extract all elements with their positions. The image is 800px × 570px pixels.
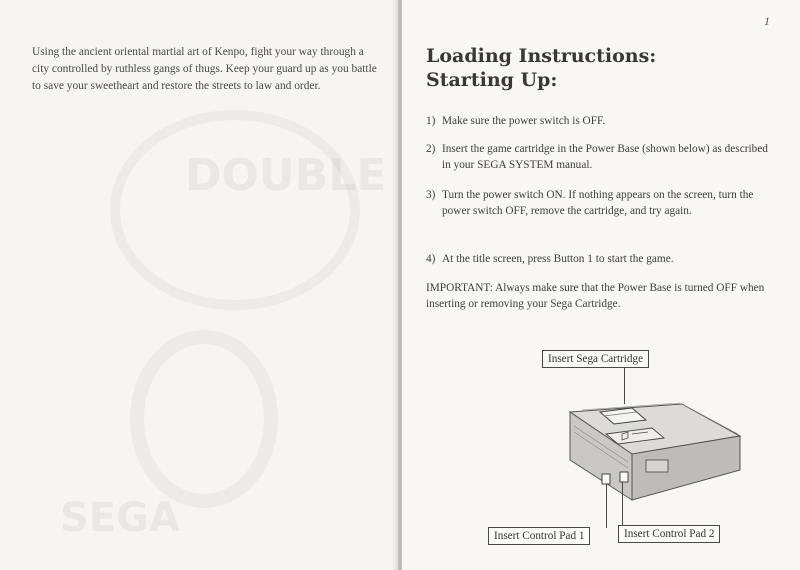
bleed-through-figure (130, 330, 278, 508)
step-number: 2) (426, 143, 436, 155)
section-heading (426, 44, 786, 92)
callout-control-pad-2: Insert Control Pad 2 (618, 525, 720, 543)
bleed-through-logo: SEGA (60, 495, 180, 541)
step-1 (426, 113, 776, 129)
callout-control-pad-1: Insert Control Pad 1 (488, 527, 590, 545)
step-number: 4) (426, 253, 436, 265)
step-text: Insert the game cartridge in the Power Base (shown below) as described in your SEGA SYSTEM manual. (442, 143, 768, 171)
heading-line-1: Loading Instructions: (426, 45, 657, 67)
important-note: IMPORTANT: Always make sure that the Power Base is turned OFF when inserting or removing your Sega Cartridge. (426, 282, 765, 310)
step-3 (426, 187, 776, 219)
step-2 (426, 141, 776, 173)
page-number: 1 (764, 14, 770, 28)
left-page (0, 0, 398, 570)
heading-line-2: Starting Up: (426, 69, 558, 91)
bleed-through-title: DOUBLE (185, 150, 387, 201)
intro-paragraph: Using the ancient oriental martial art of Kenpo, fight your way through a city controlled by ruthless gangs of thugs. Keep your guard up as you battle to save your sweetheart and restore the streets to law and order. (32, 46, 377, 92)
leader-line-pad2 (622, 482, 623, 528)
leader-line-pad1 (606, 484, 607, 528)
bleed-through-circle (110, 110, 360, 310)
step-number: 3) (426, 189, 436, 201)
step-text: Make sure the power switch is OFF. (442, 115, 606, 127)
step-text: At the title screen, press Button 1 to start the game. (442, 253, 674, 265)
step-4 (426, 251, 776, 267)
step-number: 1) (426, 115, 436, 127)
callout-cartridge: Insert Sega Cartridge (542, 350, 649, 368)
power-base-console-illustration (562, 376, 752, 506)
step-text: Turn the power switch ON. If nothing appears on the screen, turn the power switch OFF, remove the cartridge, and try again. (442, 189, 754, 217)
